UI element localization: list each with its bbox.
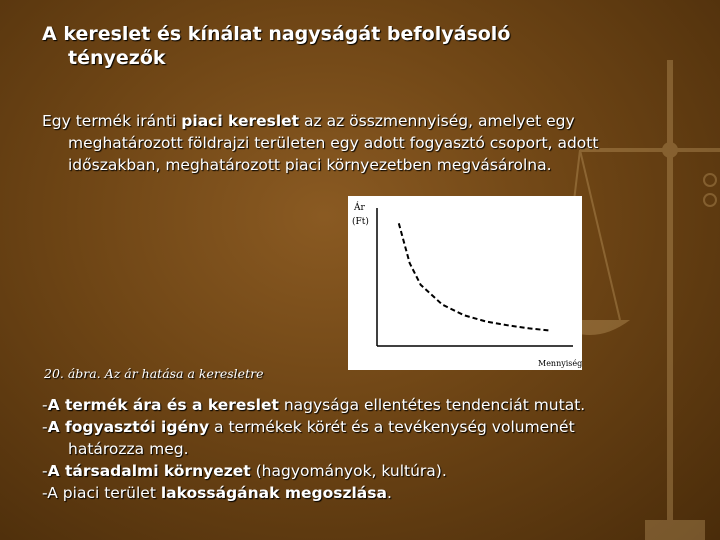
bullet-bold: lakosságának megoszlása	[160, 484, 387, 502]
bullet-dash: -	[42, 418, 48, 436]
bullet-pre: A piaci terület	[47, 484, 161, 502]
para-text-1: Egy termék iránti	[42, 112, 182, 130]
bullet-dash: -	[42, 396, 48, 414]
para-line2: meghatározott földrajzi területen egy adott fogyasztó csoport, adott	[68, 134, 599, 152]
demand-chart-svg	[348, 196, 582, 370]
definition-paragraph	[42, 110, 682, 176]
bullet-text: (hagyományok, kultúra).	[250, 462, 447, 480]
para-bold-term: piaci kereslet	[181, 112, 300, 130]
bullet-item	[42, 482, 682, 504]
bullet-item	[42, 416, 682, 460]
bullet-text: nagysága ellentétes tendenciát mutat.	[278, 396, 586, 414]
bullet-bold: A termék ára és a kereslet	[47, 396, 279, 414]
title-line1: A kereslet és kínálat nagyságát befolyásoló	[42, 23, 511, 45]
chart-caption: 20. ábra. Az ár hatása a keresletre	[44, 366, 264, 381]
bullet-text: .	[386, 484, 392, 502]
para-line3: időszakban, meghatározott piaci környezetben megvásárolna.	[68, 156, 552, 174]
page-title	[42, 22, 642, 70]
y-axis-label-1: Ár	[354, 203, 365, 213]
title-line2: tényezők	[68, 47, 166, 69]
para-text-2: az az összmennyiség, amelyet egy	[299, 112, 575, 130]
bullet-item	[42, 460, 682, 482]
bullet-bold: A fogyasztói igény	[47, 418, 210, 436]
bullet-text: a termékek körét és a tevékenység volumenét	[209, 418, 575, 436]
bullet-continuation: határozza meg.	[68, 440, 189, 458]
demand-curve	[399, 223, 551, 330]
bullet-dash: -	[42, 462, 48, 480]
bullet-dash: -	[42, 484, 48, 502]
bullet-bold: A társadalmi környezet	[47, 462, 251, 480]
bullet-list	[42, 394, 682, 504]
demand-chart	[348, 196, 582, 370]
x-axis-label: Mennyiség	[538, 359, 582, 368]
y-axis-label-2: (Ft)	[352, 217, 369, 227]
bullet-item	[42, 394, 682, 416]
